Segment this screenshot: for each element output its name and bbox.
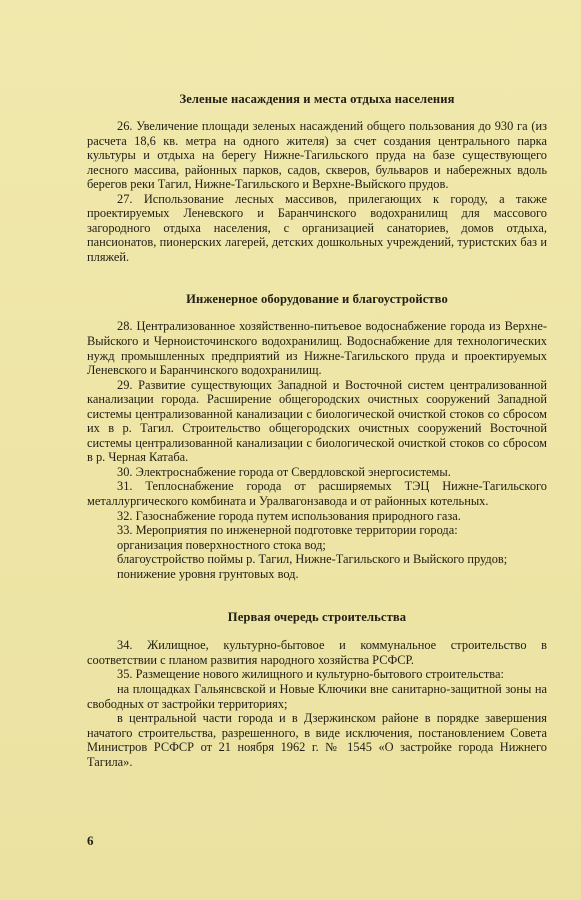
paragraph-33: 33. Мероприятия по инженерной подготовке территории города: [117, 523, 458, 538]
section-title-green-spaces: Зеленые насаждения и места отдыха населения [179, 92, 455, 106]
page-content [87, 92, 547, 769]
paragraph-31: 31. Теплоснабжение города от расширяемых ТЭЦ Нижне-Тагильского металлургического комбината и Уралвагонзавода и от районных котельных. [87, 479, 547, 509]
paragraph-35-item-b: в центральной части города и в Дзержинском районе в порядке завершения начатого строительства, разрешенного, в виде исключения, постановлением Совета Министров РСФСР от 21 ноября 1962 г. № 1545 «О застройке города Нижнего Тагила». [87, 711, 547, 769]
paragraph-34: 34. Жилищное, культурно-бытовое и коммунальное строительство в соответствии с планом развития народного хозяйства РСФСР. [87, 638, 547, 667]
paragraph-33-item-a: организация поверхностного стока вод; [117, 537, 326, 552]
page-number: 6 [87, 833, 94, 848]
paragraph-27: 27. Использование лесных массивов, прилегающих к городу, а также проектируемых Леневского и Баранчинского водохранилищ для массового загородного отдыха населения, с организацией санаториев, домов отдыха, пансионатов, пионерских лагерей, детских дошкольных учреждений, туристских баз и пляжей. [87, 191, 547, 264]
paragraph-33-item-c: понижение уровня грунтовых вод. [117, 566, 299, 581]
section-title-engineering: Инженерное оборудование и благоустройство [186, 292, 448, 307]
paragraph-26: 26. Увеличение площади зеленых насаждений общего пользования до 930 га (из расчета 18,6 кв. метра на одного жителя) за счет создания центрального парка культуры и отдыха на берегу Нижне-Тагильского пруда на базе существующего лесного массива, районных парков, садов, скверов, бульваров и набережных вдоль берегов реки Тагил, Нижне-Тагильского и Верхне-Выйского прудов. [87, 119, 547, 192]
paragraph-35: 35. Размещение нового жилищного и культурно-бытового строительства: [117, 667, 504, 682]
paragraph-28: 28. Централизованное хозяйственно-питьевое водоснабжение города из Верхне-Выйского и Черноисточинского водохранилищ. Водоснабжение для технологических нужд промышленных предприятий из Нижне-Тагильского пруда и проектируемых Леневского и Баранчинского водохранилищ. [87, 319, 547, 378]
paragraph-32: 32. Газоснабжение города путем использования природного газа. [117, 508, 461, 523]
paragraph-29: 29. Развитие существующих Западной и Восточной систем централизованной канализации города. Расширение общегородских очистных сооружений Западной системы централизованной канализации с биологической очисткой стоков со сбросом их в р. Тагил. Строительство общегородских очистных сооружений Восточной системы централизованной канализации с биологической очисткой стоков со сбросом в р. Черная Катаба. [87, 377, 547, 465]
paragraph-30: 30. Электроснабжение города от Свердловской энергосистемы. [117, 464, 451, 479]
paragraph-35-item-a: на площадках Гальянсвской и Новые Ключики вне санитарно-защитной зоны на свободных от застройки территориях; [87, 681, 547, 711]
paragraph-33-item-b: благоустройство поймы р. Тагил, Нижне-Тагильского и Выйского прудов; [117, 552, 508, 567]
section-title-first-stage: Первая очередь строительства [227, 610, 407, 625]
